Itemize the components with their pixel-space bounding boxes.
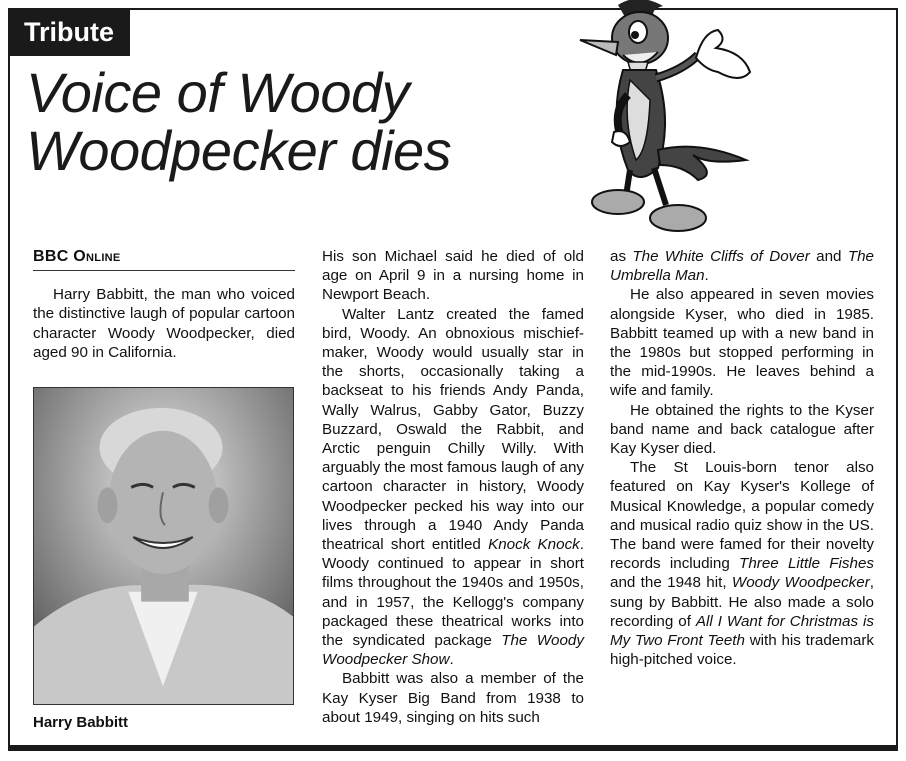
column-3 xyxy=(610,247,874,669)
paragraph: He also appeared in seven movies alongside Kyser, who died in 1985. Babbitt teamed up with a new band in the 1980s but stopped performing in the mid-1990s. He leaves behind a wife and family. xyxy=(610,286,874,400)
woody-woodpecker-illustration xyxy=(578,0,758,245)
paragraph: as The White Cliffs of Dover and The Umbrella Man. xyxy=(610,248,874,285)
lede-paragraph: Harry Babbitt, the man who voiced the distinctive laugh of popular cartoon character Woody Woodpecker, died aged 90 in California. xyxy=(33,286,295,361)
column-1 xyxy=(33,247,295,362)
paragraph: The St Louis-born tenor also featured on Kay Kyser's Kollege of Musical Knowledge, a popular comedy and musical radio quiz show in the US. The band were famed for their novelty records including Three Little Fishes and the 1948 hit, Woody Woodpecker, sung by Babbitt. He also made a solo recording of All I Want for Christmas is My Two Front Teeth with his trademark high-pitched voice. xyxy=(610,459,875,669)
paragraph: He obtained the rights to the Kyser band name and back catalogue after Kay Kyser died. xyxy=(610,401,874,458)
paragraph: Babbitt was also a member of the Kay Kyser Big Band from 1938 to about 1949, singing on hits such xyxy=(322,670,584,726)
section-tag: Tribute xyxy=(8,8,130,56)
photo-caption: Harry Babbitt xyxy=(33,714,129,731)
column-2 xyxy=(322,247,584,727)
paragraph: His son Michael said he died of old age on April 9 in a nursing home in Newport Beach. xyxy=(322,248,584,304)
byline: BBC Online xyxy=(33,247,295,271)
harry-babbitt-photo xyxy=(33,387,294,705)
paragraph: Walter Lantz created the famed bird, Woody. An obnoxious mischief-maker, Woody would usually star in the shorts, occasionally taking a backseat to his friends Andy Panda, Wally Walrus, Gabby Gator, Buzzy Buzzard, Oswald the Rabbit, and Arctic penguin Chilly Willy. With arguably the most famous laugh of any cartoon character in history, Woody Woodpecker pecked his way into our lives through a 1940 Andy Panda theatrical short entitled Knock Knock. Woody continued to appear in short films throughout the 1940s and 1950s, and in 1957, the Kellogg's company packaged these theatrical works into the syndicated package The Woody Woodpecker Show. xyxy=(322,305,584,669)
headline: Voice of Woody Woodpecker dies xyxy=(26,61,452,182)
